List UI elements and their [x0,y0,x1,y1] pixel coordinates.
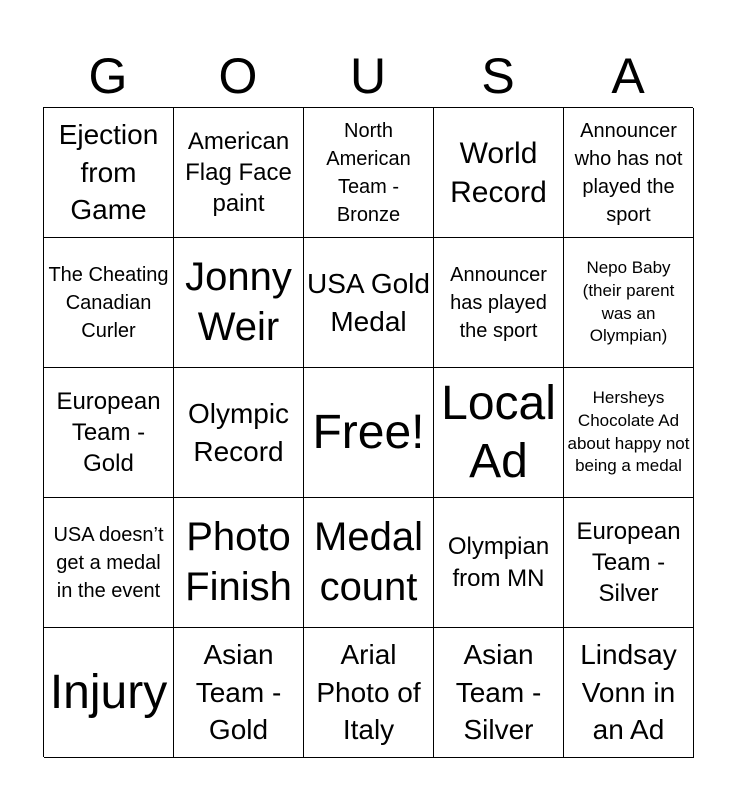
header-letter-u: U [349,48,387,104]
header-letter-g: G [88,48,128,104]
cell-text: Medal count [314,514,423,609]
cell-text: The Cheating Canadian Curler [48,263,169,342]
cell-text: USA Gold Medal [307,267,430,337]
cell-text: Asian Team - Gold [195,638,282,746]
cell-text: Olympic Record [187,397,290,467]
cell-text: USA doesn’t get a medal in the event [53,523,164,602]
cell-text: Arial Photo of Italy [316,638,421,746]
bingo-cell[interactable] [44,368,174,498]
cell-text: Announcer who has not played the sport [574,119,683,226]
bingo-cell[interactable] [434,628,564,758]
free-space-text: Free! [312,405,425,459]
bingo-cell[interactable] [304,628,434,758]
bingo-cell[interactable] [434,238,564,368]
cell-text: Olympian from MN [447,533,550,592]
cell-text: Lindsay Vonn in an Ad [580,638,677,746]
bingo-cell[interactable] [434,498,564,628]
cell-text: World Record [450,136,547,209]
free-space-cell[interactable] [304,368,434,498]
cell-text: European Team - Silver [576,517,681,608]
bingo-cell[interactable] [434,368,564,498]
bingo-cell[interactable] [564,108,694,238]
bingo-cell[interactable] [304,108,434,238]
bingo-cell[interactable] [564,498,694,628]
bingo-cell[interactable] [174,108,304,238]
cell-text: European Team - Gold [56,387,161,478]
bingo-cell[interactable] [174,498,304,628]
cell-text: Asian Team - Silver [455,638,542,746]
bingo-cell[interactable] [174,628,304,758]
header-letter-a: A [611,48,645,104]
cell-text: Local Ad [441,376,556,488]
cell-text: American Flag Face paint [185,127,292,218]
cell-text: Hersheys Chocolate Ad about happy not being a medal [567,387,690,476]
bingo-cell[interactable] [564,628,694,758]
cell-text: Photo Finish [185,514,292,609]
header-letter-o: O [218,48,258,104]
bingo-cell[interactable] [44,498,174,628]
bingo-header [43,44,693,108]
bingo-board [43,107,693,757]
header-letter-s: S [481,48,515,104]
cell-text: Announcer has played the sport [450,263,547,342]
cell-text: Jonny Weir [185,254,292,349]
bingo-cell[interactable] [44,628,174,758]
bingo-cell[interactable] [174,368,304,498]
bingo-cell[interactable] [564,238,694,368]
bingo-cell[interactable] [44,238,174,368]
cell-text: Injury [49,665,168,719]
bingo-cell[interactable] [174,238,304,368]
cell-text: North American Team - Bronze [326,119,411,226]
cell-text: Ejection from Game [58,118,159,226]
bingo-cell[interactable] [304,238,434,368]
bingo-cell[interactable] [564,368,694,498]
cell-text: Nepo Baby (their parent was an Olympian) [582,257,675,346]
bingo-cell[interactable] [434,108,564,238]
bingo-cell[interactable] [44,108,174,238]
bingo-cell[interactable] [304,498,434,628]
